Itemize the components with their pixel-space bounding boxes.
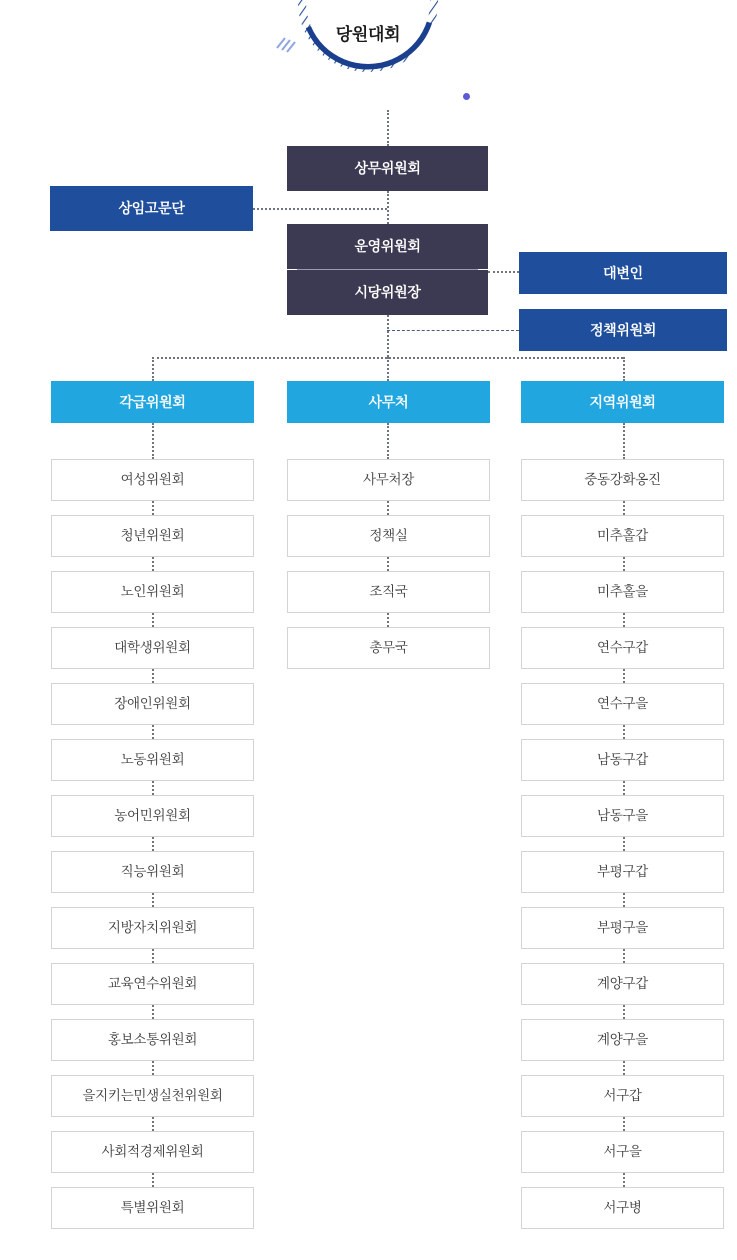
leaf-c3-11 [521,1075,724,1117]
connector-c2-2 [387,613,389,627]
column-header-secretariat [287,381,490,423]
node-label: 특별위원회 [120,1199,185,1215]
leaf-c3-1 [521,515,724,557]
node-label: 당원대회 [335,24,401,44]
connector-col1-head [152,423,154,459]
connector-standing-to-operating [387,191,389,224]
node-label: 총무국 [369,639,408,655]
node-label: 서구병 [603,1199,642,1215]
leaf-c3-7 [521,851,724,893]
node-policy-committee [519,309,727,351]
leaf-c1-2 [51,571,254,613]
connector-drop-col2 [387,357,389,381]
leaf-c3-12 [521,1131,724,1173]
leaf-c1-13 [51,1187,254,1229]
node-standing-committee [287,146,488,191]
leaf-c3-3 [521,627,724,669]
leaf-c1-7 [51,851,254,893]
node-label: 서구을 [603,1143,642,1159]
node-label: 교육연수위원회 [107,975,198,991]
node-label: 청년위원회 [120,527,185,543]
node-label: 미추홀을 [597,583,648,599]
connector-advisory [253,208,387,210]
connector-c2-1 [387,557,389,571]
connector-drop-col3 [623,357,625,381]
leaf-c3-10 [521,1019,724,1061]
connector-c3-8 [623,949,625,963]
node-operating-committee [287,224,488,269]
connector-trunk [387,315,389,357]
connector-drop-col1 [152,357,154,381]
connector-c3-0 [623,501,625,515]
leaf-c2-2 [287,571,490,613]
connector-c3-11 [623,1117,625,1131]
node-label: 지방자치위원회 [107,919,198,935]
node-label: 연수구을 [597,695,648,711]
connector-c1-4 [152,725,154,739]
node-label: 상무위원회 [354,160,421,177]
connector-c3-1 [623,557,625,571]
leaf-c1-5 [51,739,254,781]
leaf-c3-8 [521,907,724,949]
node-label: 서구갑 [603,1087,642,1103]
column-header-subcommittees [51,381,254,423]
connector-c3-12 [623,1173,625,1187]
node-label: 중동강화옹진 [584,471,661,487]
node-label: 조직국 [369,583,408,599]
leaf-c1-4 [51,683,254,725]
node-spokesperson [519,252,727,294]
node-label: 상임고문단 [118,200,185,217]
leaf-c1-8 [51,907,254,949]
node-label: 대학생위원회 [114,639,191,655]
connector-c3-4 [623,725,625,739]
connector-top [387,110,389,146]
leaf-c1-0 [51,459,254,501]
leaf-c3-0 [521,459,724,501]
connector-c3-2 [623,613,625,627]
node-label: 사무처장 [363,471,414,487]
connector-c3-3 [623,669,625,683]
connector-c1-10 [152,1061,154,1075]
leaf-c1-6 [51,795,254,837]
node-label: 각급위원회 [119,393,186,410]
node-label: 홍보소통위원회 [107,1031,198,1047]
node-label: 사무처 [368,393,409,410]
node-label: 직능위원회 [120,863,185,879]
leaf-c2-1 [287,515,490,557]
connector-c3-10 [623,1061,625,1075]
leaf-c1-1 [51,515,254,557]
leaf-c3-4 [521,683,724,725]
connector-c1-1 [152,557,154,571]
node-label: 지역위원회 [589,393,656,410]
connector-c1-6 [152,837,154,851]
leaf-c3-5 [521,739,724,781]
node-label: 노인위원회 [120,583,185,599]
leaf-c1-11 [51,1075,254,1117]
leaf-c3-9 [521,963,724,1005]
node-label: 부평구갑 [597,863,648,879]
connector-c1-3 [152,669,154,683]
connector-c1-8 [152,949,154,963]
connector-c1-11 [152,1117,154,1131]
node-label: 을지키는민생실천위원회 [82,1087,223,1103]
node-label: 운영위원회 [354,238,421,255]
connector-c1-0 [152,501,154,515]
leaf-c3-2 [521,571,724,613]
leaf-c3-6 [521,795,724,837]
decor-hatch-icon [274,34,296,56]
node-label: 계양구을 [597,1031,648,1047]
leaf-c1-12 [51,1131,254,1173]
node-label: 시당위원장 [354,284,421,301]
connector-col3-head [623,423,625,459]
node-label: 남동구을 [597,807,648,823]
decor-dot [463,93,470,100]
leaf-c3-13 [521,1187,724,1229]
connector-c3-7 [623,893,625,907]
connector-c1-2 [152,613,154,627]
leaf-c1-9 [51,963,254,1005]
node-label: 미추홀갑 [597,527,648,543]
connector-c2-0 [387,501,389,515]
node-label: 부평구을 [597,919,648,935]
node-label: 계양구갑 [597,975,648,991]
node-label: 농어민위원회 [114,807,191,823]
connector-c1-9 [152,1005,154,1019]
connector-spokesperson [488,271,519,273]
node-label: 사회적경제위원회 [101,1143,204,1159]
node-label: 장애인위원회 [114,695,191,711]
node-label: 노동위원회 [120,751,185,767]
node-label: 정책위원회 [589,321,657,338]
connector-c1-12 [152,1173,154,1187]
column-header-regional [521,381,724,423]
connector-c1-5 [152,781,154,795]
node-label: 정책실 [369,527,408,543]
node-label: 연수구갑 [597,639,648,655]
connector-col2-head [387,423,389,459]
connector-c3-6 [623,837,625,851]
leaf-c2-0 [287,459,490,501]
node-party-convention [268,0,468,82]
node-label: 남동구갑 [597,751,648,767]
node-city-party-chair [287,270,488,315]
connector-policy [387,330,519,331]
node-label: 여성위원회 [120,471,185,487]
connector-c1-7 [152,893,154,907]
connector-c3-5 [623,781,625,795]
connector-c3-9 [623,1005,625,1019]
node-label: 대변인 [603,264,643,281]
node-senior-advisory-group [50,186,253,231]
leaf-c1-10 [51,1019,254,1061]
leaf-c2-3 [287,627,490,669]
leaf-c1-3 [51,627,254,669]
